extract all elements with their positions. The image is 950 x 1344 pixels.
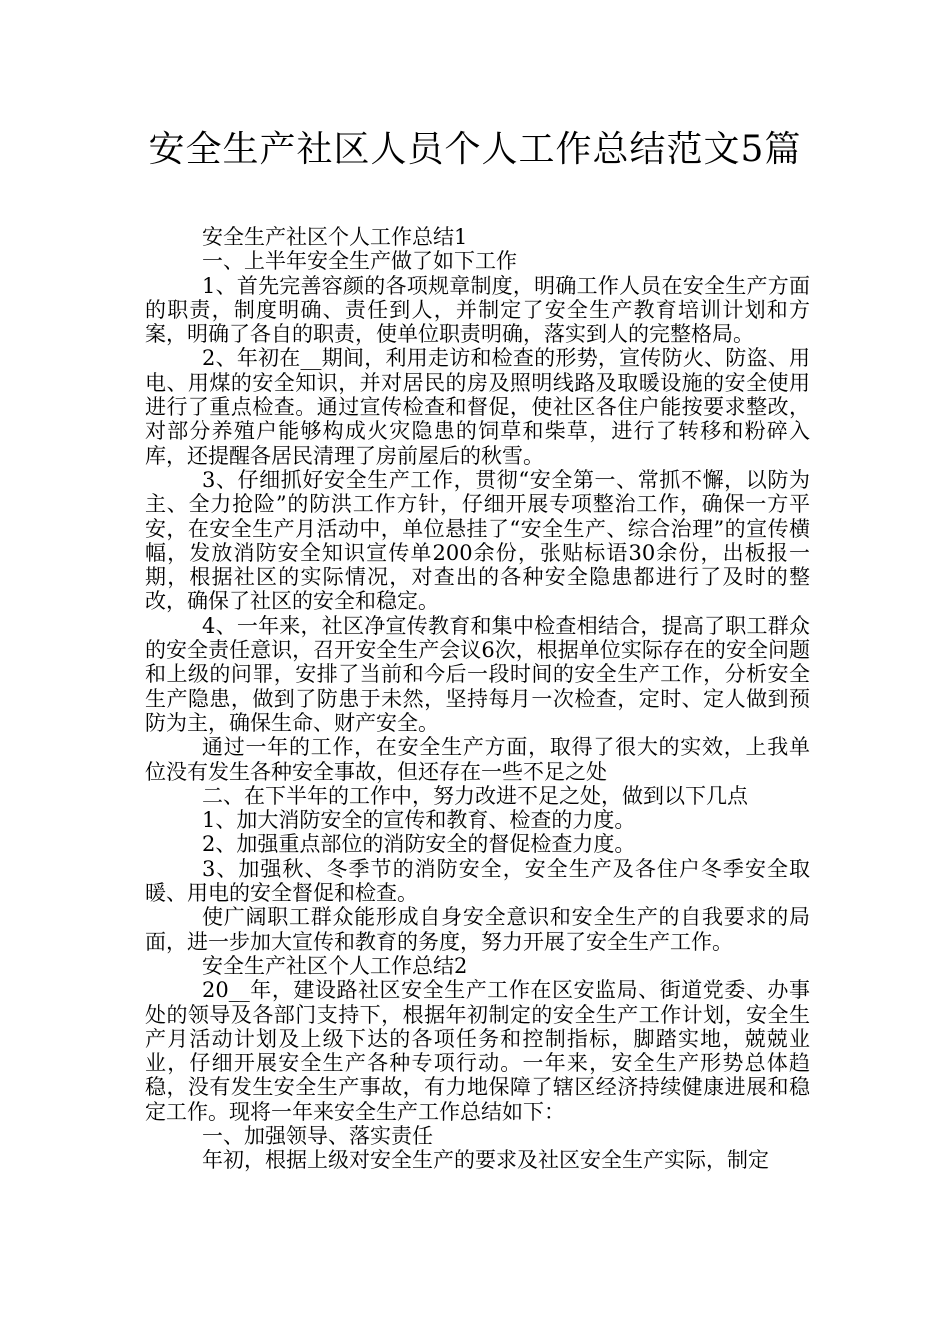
paragraph: 1、首先完善容颜的各项规章制度，明确工作人员在安全生产方面的职责，制度明确、责任到人，并制定了安全生产教育培训计划和方案，明确了各自的职责，使单位职责明确，落实到人的完整格局。	[145, 273, 810, 347]
subheading-first-half: 一、上半年安全生产做了如下工作	[202, 249, 517, 274]
subheading-second-half: 二、在下半年的工作中，努力改进不足之处，做到以下几点	[202, 783, 748, 808]
section-heading-2: 安全生产社区个人工作总结2	[202, 953, 468, 978]
paragraph: 通过一年的工作，在安全生产方面，取得了很大的实效，上我单位没有发生各种安全事故，但还存在一些不足之处	[145, 735, 810, 784]
subheading-leadership: 一、加强领导、落实责任	[202, 1123, 433, 1148]
list-item: 3、加强秋、冬季节的消防安全，安全生产及各住户冬季安全取暖、用电的安全督促和检查。	[145, 856, 810, 906]
paragraph: 20__年，建设路社区安全生产工作在区安监局、街道党委、办事处的领导及各部门支持下，根据年初制定的安全生产工作计划，安全生产月活动计划及上级下达的各项任务和控制指标，脚踏实地，兢兢业业，仔细开展安全生产各种专项行动。一年来，安全生产形势总体趋稳，没有发生安全生产事故，有力地保障了辖区经济持续健康进展和稳定工作。现将一年来安全生产工作总结如下：	[145, 978, 810, 1124]
list-item: 1、加大消防安全的宣传和教育、检查的力度。	[202, 808, 636, 833]
paragraph: 3、仔细抓好安全生产工作，贯彻“安全第一、常抓不懈，以防为主、全力抢险”的防洪工作方针，仔细开展专项整治工作，确保一方平安，在安全生产月活动中，单位悬挂了“安全生产、综合治理”的宣传横幅，发放消防安全知识宣传单200余份，张贴标语30余份，出板报一期，根据社区的实际情况，对查出的各种安全隐患都进行了及时的整改，确保了社区的安全和稳定。	[145, 467, 810, 614]
document-title: 安全生产社区人员个人工作总结范文5篇	[148, 129, 802, 170]
paragraph: 年初，根据上级对安全生产的要求及社区安全生产实际，制定	[202, 1148, 769, 1173]
paragraph: 使广阔职工群众能形成自身安全意识和安全生产的自我要求的局面，进一步加大宣传和教育的务度，努力开展了安全生产工作。	[145, 905, 810, 954]
paragraph: 2、年初在__期间，利用走访和检查的形势，宣传防火、防盗、用电、用煤的安全知识，并对居民的房及照明线路及取暖设施的安全使用进行了重点检查。通过宣传检查和督促，使社区各住户能按要求整改，对部分养殖户能够构成火灾隐患的饲草和柴草，进行了转移和粉碎入库，还提醒各居民清理了房前屋后的秋雪。	[145, 346, 810, 468]
list-item: 2、加强重点部位的消防安全的督促检查力度。	[202, 832, 636, 857]
document-body	[145, 225, 810, 1173]
section-heading-1: 安全生产社区个人工作总结1	[202, 225, 468, 249]
paragraph: 4、一年来，社区净宣传教育和集中检查相结合，提高了职工群众的安全责任意识，召开安全生产会议6次，根据单位实际存在的安全问题和上级的问罪，安排了当前和今后一段时间的安全生产工作，分析安全生产隐患，做到了防患于未然，坚持每月一次检查，定时、定人做到预防为主，确保生命、财产安全。	[145, 613, 810, 735]
